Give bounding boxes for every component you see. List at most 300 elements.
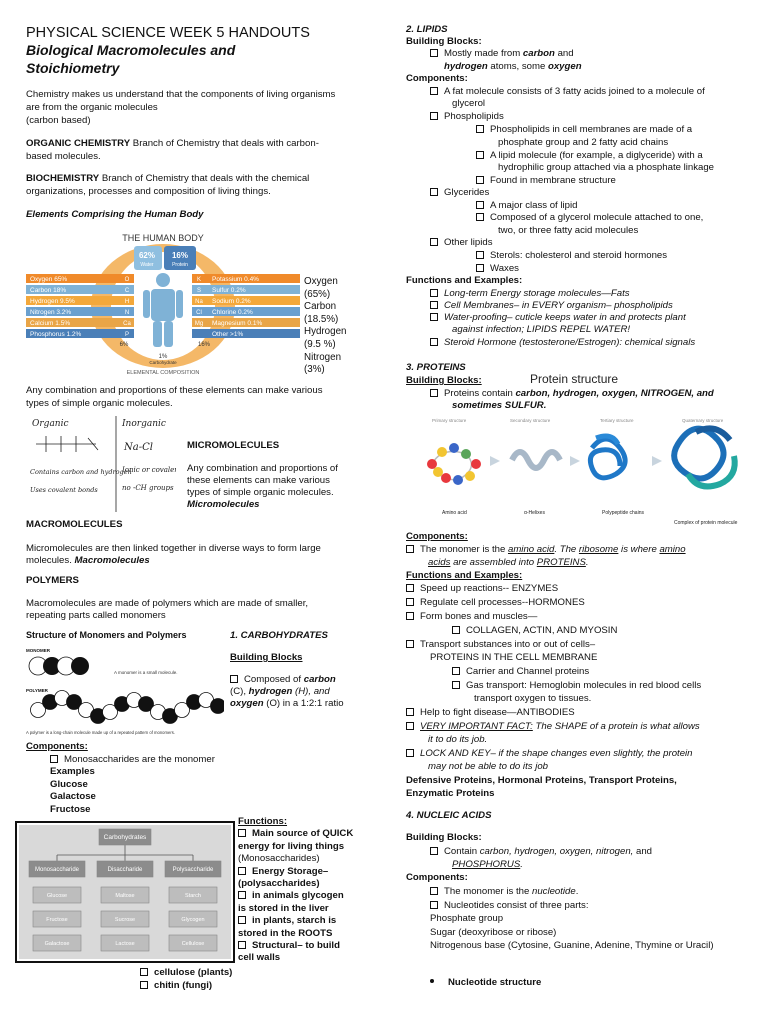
other-lipid-item <box>476 250 667 262</box>
water-pct: 62% <box>138 251 156 260</box>
proteins-heading: 3. PROTEINS <box>406 362 466 373</box>
protein-lock-and-key-cont: may not be able to do its job <box>428 761 548 772</box>
intro-line-3: (carbon based) <box>26 115 91 126</box>
element-list-item: (9.5 %) <box>304 338 336 350</box>
sketch-contains-label: Contains carbon and hydrogen <box>30 468 132 476</box>
checkbox-icon <box>430 887 438 895</box>
protein-component-text: . <box>585 557 589 568</box>
function-line <box>238 940 368 952</box>
glyceride-text: Composed of a glycerol molecule attached to one, <box>490 212 704 223</box>
function-line: stored in the ROOTS <box>238 927 333 939</box>
organic-chemistry-text-2: based molecules. <box>26 151 101 162</box>
lipid-function-item <box>430 312 686 324</box>
organic-chemistry-text: Branch of Chemistry that deals with carbon- <box>130 138 319 149</box>
checkbox-icon <box>230 675 238 683</box>
carb-building-blocks-heading: Building Blocks <box>230 652 303 663</box>
protein-function-item <box>406 611 537 623</box>
checkbox-icon <box>406 708 414 716</box>
checkbox-icon <box>238 891 246 899</box>
protein-pct: 16% <box>171 251 189 260</box>
function-line: (polysaccharides) <box>238 878 320 890</box>
element-list-item: Carbon <box>304 301 337 313</box>
protein-component-term: acids <box>428 557 451 568</box>
amino-acid-bead <box>449 443 459 453</box>
complex-caption: Complex of protein molecule <box>674 520 738 526</box>
carb-text: (O) in a 1:2:1 ratio <box>263 698 344 709</box>
carb-building-block-line-3 <box>230 698 344 710</box>
monomer-label: MONOMER <box>26 648 50 653</box>
protein-function-text: Help to fight disease—ANTIBODIES <box>420 707 575 718</box>
checkbox-icon <box>430 188 438 196</box>
primary-structure-label: Primary structure <box>432 418 467 423</box>
organic-chemistry-term: ORGANIC CHEMISTRY <box>26 138 131 149</box>
protein-lock-and-key <box>406 748 693 760</box>
sketch-inorganic-label: Inorganic <box>122 419 166 429</box>
protein-label: Protein <box>172 262 188 268</box>
nucleic-text: Contain <box>444 846 480 857</box>
glyceride-item <box>476 200 577 212</box>
element-symbol: H <box>124 299 130 305</box>
carbohydrates-heading: 1. CARBOHYDRATES <box>230 630 328 641</box>
example-item: Glucose <box>50 778 88 790</box>
mineral-pct: 6% <box>119 342 129 348</box>
checkbox-icon <box>430 313 438 321</box>
amino-acid-bead <box>471 459 481 469</box>
biochemistry-term: BIOCHEMISTRY <box>26 173 100 184</box>
protein-text: Proteins contain <box>444 388 516 399</box>
lipid-function-text: Cell Membranes– in EVERY organism– phospholipids <box>444 300 673 311</box>
nucleic-component-text: . <box>575 886 579 897</box>
phospholipid-text: Phospholipids in cell membranes are made of a <box>490 124 693 135</box>
monomer-figure-title: Structure of Monomers and Polymers <box>26 630 187 640</box>
example-item: Fructose <box>50 803 91 815</box>
lipid-function-item-cont: against infection; LIPIDS REPEL WATER! <box>452 324 631 335</box>
monomer-caption: A monomer is a small molecule. <box>114 670 178 675</box>
checkbox-icon <box>430 901 438 909</box>
element-row-label: Phosphorus 1.2% <box>30 331 82 338</box>
lipids-building-block-line-2 <box>444 61 582 73</box>
element-symbol: C <box>124 288 130 294</box>
checkbox-icon <box>406 584 414 592</box>
protein-function-text: Regulate cell processes--HORMONES <box>420 597 585 608</box>
checkbox-icon <box>476 251 484 259</box>
protein-function-subitem-cont: transport oxygen to tissues. <box>474 693 592 704</box>
other-lipid-item <box>476 263 519 275</box>
protein-function-text: COLLAGEN, ACTIN, AND MYOSIN <box>466 625 618 636</box>
chitin-text: chitin (fungi) <box>154 980 213 991</box>
element-symbol: O <box>124 277 130 283</box>
sketch-nacl-label: Na-Cl <box>124 442 153 453</box>
nucleic-component-text: The monomer is the <box>444 886 532 897</box>
nucleic-component-text: Nucleotides consist of three parts: <box>444 900 589 911</box>
lipid-term: hydrogen <box>444 61 488 72</box>
lipid-component-text: Phospholipids <box>444 111 504 122</box>
page-title: PHYSICAL SCIENCE WEEK 5 HANDOUTS <box>26 25 310 41</box>
carb-building-block-line-2 <box>230 686 330 698</box>
lipid-function-item <box>430 337 695 349</box>
carb-term-oxygen: oxygen <box>230 698 264 709</box>
lipid-function-item <box>430 288 630 300</box>
lipid-component-phospholipids <box>430 111 504 123</box>
macro-line-2-text: molecules. <box>26 555 75 566</box>
carb-component-item <box>50 754 215 766</box>
intro-line-1: Chemistry makes us understand that the components of living organisms <box>26 89 336 100</box>
element-row-label: Oxygen 65% <box>30 276 68 283</box>
micromolecules-heading: MICROMOLECULES <box>187 440 280 451</box>
nucleic-component-item <box>430 886 578 898</box>
carb-text: (C), <box>230 686 249 697</box>
amino-acid-bead <box>461 449 471 459</box>
carbohydrate-tree-diagram <box>15 821 235 963</box>
protein-function-item <box>406 597 585 609</box>
element-list-item: (65%) <box>304 288 331 300</box>
protein-component-line-1 <box>406 544 686 556</box>
checkbox-icon <box>452 681 460 689</box>
element-row-label: Chlorine 0.2% <box>212 309 253 316</box>
element-row-label: Sodium 0.2% <box>212 298 251 305</box>
protein-figure-title: Protein structure <box>530 372 619 386</box>
lipid-text: Mostly made from <box>444 48 523 59</box>
protein-component-term: ribosome <box>578 544 619 555</box>
phospholipid-item <box>476 150 703 162</box>
checkbox-icon <box>430 301 438 309</box>
protein-lock-key-text: LOCK AND KEY– if the shape changes even slightly, the protein <box>420 748 693 759</box>
polymers-heading: POLYMERS <box>26 575 79 586</box>
function-line: cell walls <box>238 952 281 964</box>
protein-building-block-cont: sometimes SULFUR. <box>452 400 547 411</box>
protein-component-text: is where <box>618 544 660 555</box>
checkbox-icon <box>476 201 484 209</box>
checkbox-icon <box>50 755 58 763</box>
amino-acid-bead <box>441 473 451 483</box>
checkbox-icon <box>430 289 438 297</box>
alpha-helix-caption: α-Helixes <box>524 510 545 516</box>
element-row-label: Carbon 18% <box>30 287 67 294</box>
element-list-item: Hydrogen <box>304 326 347 338</box>
fat-pct: 16% <box>197 342 211 348</box>
biochemistry-definition <box>26 173 309 185</box>
nucleic-acids-heading: 4. NUCLEIC ACIDS <box>406 810 492 821</box>
checkbox-icon <box>406 640 414 648</box>
tree-leaf-label: Lactose <box>115 940 135 947</box>
tree-leaf-label: Glycogen <box>181 916 205 923</box>
tree-root-label: Carbohydrates <box>103 834 147 842</box>
carb-term-hydrogen: hydrogen <box>248 686 293 697</box>
element-symbol: S <box>196 288 202 294</box>
function-line <box>238 915 368 927</box>
protein-function-text: Carrier and Channel proteins <box>466 666 590 677</box>
amino-acid-bead <box>437 447 447 457</box>
organic-inorganic-sketch <box>26 414 176 516</box>
tree-leaf-label: Glucose <box>46 892 68 899</box>
protein-fact-text: The SHAPE of a protein is what allows <box>532 721 700 732</box>
element-row-right <box>192 329 300 338</box>
lipid-function-text: Long-term Energy storage molecules—Fats <box>444 288 630 299</box>
carb-components-heading: Components: <box>26 741 88 752</box>
tree-leaf-label: Maltose <box>115 892 135 899</box>
checkbox-icon <box>430 238 438 246</box>
carbon-skeleton-icon <box>36 436 98 452</box>
tree-branch-label: Disaccharide <box>107 867 143 873</box>
lipids-building-block-line-1 <box>430 48 574 60</box>
protein-function-item <box>406 639 595 651</box>
bullet-icon <box>430 979 434 983</box>
phospholipid-text: Found in membrane structure <box>490 175 616 186</box>
function-line <box>238 828 368 840</box>
body-chart-title: THE HUMAN BODY <box>122 233 204 243</box>
lipid-text: and <box>554 48 574 59</box>
polymer-label: POLYMER <box>26 688 48 693</box>
quaternary-structure-label: Quaternary structure <box>682 418 724 423</box>
protein-component-text: are assembled into <box>450 557 537 568</box>
carb-text: Composed of <box>244 674 304 685</box>
nucleic-term: PHOSPHORUS <box>452 859 521 870</box>
protein-component-text: . The <box>554 544 579 555</box>
checkbox-icon <box>406 545 414 553</box>
function-line: is stored in the liver <box>238 902 329 914</box>
nucleic-term: carbon, hydrogen, oxygen, nitrogen, <box>479 846 634 857</box>
checkbox-icon <box>430 338 438 346</box>
protein-types-line-1: Defensive Proteins, Hormonal Proteins, Transport Proteins, <box>406 775 677 786</box>
micro-line-3: types of simple organic molecules. <box>187 487 334 498</box>
protein-types-line-2: Enzymatic Proteins <box>406 788 495 799</box>
carb-functions-heading: Functions: <box>238 816 288 827</box>
protein-function-text: Transport substances into or out of cells– <box>420 639 596 650</box>
elements-heading: Elements Comprising the Human Body <box>26 209 204 220</box>
human-body-infographic <box>26 224 300 380</box>
page-subtitle-line-2: Stoichiometry <box>26 60 120 76</box>
tree-leaf-label: Galactose <box>44 940 70 947</box>
checkbox-icon <box>476 176 484 184</box>
protein-component-term: PROTEINS <box>536 557 586 568</box>
lipid-text: atoms, some <box>487 61 548 72</box>
function-line: (Monosaccharides) <box>238 853 320 865</box>
phospholipid-item-cont: phosphate group and 2 fatty acid chains <box>498 137 669 148</box>
protein-important-fact <box>406 721 700 733</box>
element-symbol: Ca <box>123 321 131 327</box>
cellulose-text: cellulose (plants) <box>154 967 233 978</box>
nucleotide-part: Phosphate group <box>430 913 504 924</box>
lipid-component-text: Glycerides <box>444 187 490 198</box>
checkbox-icon <box>406 749 414 757</box>
carb-text: (H), and <box>292 686 330 697</box>
checkbox-icon <box>406 598 414 606</box>
micro-line-1: Any combination and proportions of <box>187 463 338 474</box>
tree-leaf-label: Starch <box>185 892 201 899</box>
proteins-functions-heading: Functions and Examples: <box>406 570 523 581</box>
glyceride-item-cont: two, or three fatty acid molecules <box>498 225 639 236</box>
protein-important-fact-cont: it to do its job. <box>428 734 488 745</box>
checkbox-icon <box>452 626 460 634</box>
function-line <box>238 866 368 878</box>
protein-function-text: Gas transport: Hemoglobin molecules in red blood cells <box>466 680 702 691</box>
element-symbol: N <box>124 310 130 316</box>
lipid-term: oxygen <box>547 61 582 72</box>
checkbox-icon <box>238 941 246 949</box>
tree-branch-label: Polysaccharide <box>172 867 214 873</box>
checkbox-icon <box>238 916 246 924</box>
tree-leaf-label: Sucrose <box>114 916 136 923</box>
carb-building-block-line-1 <box>230 674 336 686</box>
element-list-item: Nitrogen <box>304 351 342 363</box>
nucleic-component-term: nucleotide <box>531 886 576 897</box>
proteins-building-blocks-heading: Building Blocks: <box>406 375 482 386</box>
macro-line-1: Micromolecules are then linked together in diverse ways to form large <box>26 543 321 554</box>
secondary-structure-label: Secondary structure <box>510 418 551 423</box>
amino-acid-bead <box>427 459 437 469</box>
checkbox-icon <box>452 667 460 675</box>
checkbox-icon <box>430 87 438 95</box>
lipid-component-fat <box>430 86 705 98</box>
lipid-component-fat-2: glycerol <box>452 98 486 109</box>
protein-term: carbon, hydrogen, oxygen, NITROGEN, and <box>515 388 714 399</box>
function-text: Main source of QUICK <box>252 828 354 840</box>
checkbox-icon <box>238 867 246 875</box>
tree-leaf-label: Cellulose <box>181 940 205 947</box>
carbohydrate-tree-figure <box>15 821 235 963</box>
lipids-heading: 2. LIPIDS <box>406 24 448 35</box>
lipids-building-blocks-heading: Building Blocks: <box>406 36 482 47</box>
element-symbol: Mg <box>194 321 204 327</box>
monomer-chain-icon <box>29 657 89 675</box>
element-list <box>304 276 346 377</box>
combination-line-1: Any combination and proportions of these elements can make various <box>26 385 323 396</box>
phospholipid-item <box>476 175 616 187</box>
sketch-uses-label: Uses covalent bonds <box>30 486 98 494</box>
tree-leaf-label: Fructose <box>46 916 68 923</box>
function-text: Energy Storage– <box>252 865 329 877</box>
protein-component-line-2 <box>428 557 589 569</box>
protein-component-text: The monomer is the <box>420 544 508 555</box>
protein-function-subitem <box>452 625 617 637</box>
element-row-label: Magnesium 0.1% <box>212 320 263 327</box>
nucleotide-structure-bullet <box>430 977 541 989</box>
nucleic-text: . <box>520 859 523 870</box>
amino-acid-bead <box>465 471 475 481</box>
element-symbol: P <box>124 332 130 338</box>
nucleotide-part: Sugar (deoxyribose or ribose) <box>430 927 557 938</box>
macro-line-2 <box>26 555 150 567</box>
combination-line-2: types of simple organic molecules. <box>26 398 173 409</box>
element-list-item: (3%) <box>304 364 325 376</box>
nucleotide-part: Nitrogenous base (Cytosine, Guanine, Adenine, Thymine or Uracil) <box>430 940 714 951</box>
protein-function-item-cont: PROTEINS IN THE CELL MEMBRANE <box>430 652 598 663</box>
lipid-component-other <box>430 237 493 249</box>
lipid-component-glycerides <box>430 187 489 199</box>
protein-structure-diagram <box>420 368 750 544</box>
protein-function-item <box>406 583 558 595</box>
carb-functions <box>238 816 368 965</box>
other-lipid-text: Waxes <box>490 263 519 274</box>
carb-pct: 1% <box>158 354 168 360</box>
polymer-caption: A polymer is a long-chain molecule made up of a repeated pattern of monomers. <box>26 730 175 735</box>
other-lipid-text: Sterols: cholesterol and steroid hormones <box>490 250 668 261</box>
sketch-noch-label: no -CH groups <box>122 484 174 492</box>
nucleic-building-blocks-heading: Building Blocks: <box>406 832 482 843</box>
lipids-functions-heading: Functions and Examples: <box>406 275 523 286</box>
protein-component-term: amino <box>659 544 686 555</box>
element-symbol: Na <box>195 299 203 305</box>
function-line <box>238 890 368 902</box>
proteins-components-heading: Components: <box>406 531 468 542</box>
element-row-label: Other >1% <box>212 331 244 338</box>
amino-acid-bead <box>453 475 463 485</box>
lipid-term: carbon <box>522 48 555 59</box>
organic-chemistry-definition <box>26 138 319 150</box>
lipids-components-heading: Components: <box>406 73 468 84</box>
examples-label: Examples <box>50 766 95 777</box>
function-line: energy for living things <box>238 840 345 852</box>
element-symbol: Cl <box>196 310 202 316</box>
biochemistry-text-2: organizations, processes and composition of living things. <box>26 186 271 197</box>
water-label: Water <box>140 262 154 268</box>
checkbox-icon <box>238 829 246 837</box>
checkbox-icon <box>140 981 148 989</box>
human-body-chart <box>26 224 300 380</box>
body-chart-footer: ELEMENTAL COMPOSITION <box>126 370 200 376</box>
micro-line-4: Micromolecules <box>187 499 260 510</box>
polymer-chain-icon <box>31 691 225 724</box>
protein-function-item <box>406 707 575 719</box>
sketch-organic-label: Organic <box>32 419 69 429</box>
monomer-polymer-figure <box>26 628 224 738</box>
glyceride-item <box>476 212 703 224</box>
function-text: in animals glycogen <box>252 890 344 902</box>
handwritten-sketch <box>26 414 176 516</box>
element-row-label: Sulfur 0.2% <box>212 287 246 294</box>
element-row-label: Calcium 1.5% <box>30 320 71 327</box>
tertiary-structure-label: Tertiary structure <box>600 418 634 423</box>
checkbox-icon <box>430 49 438 57</box>
checkbox-icon <box>476 213 484 221</box>
polymers-line-1: Macromolecules are made of polymers which are made of smaller, <box>26 598 309 609</box>
protein-structure-figure <box>420 368 750 544</box>
biochemistry-text: Branch of Chemistry that deals with the chemical <box>99 173 310 184</box>
polypeptide-caption: Polypeptide chains <box>602 510 644 516</box>
amino-acid-caption: Amino acid <box>442 510 467 516</box>
lipid-component-text: Other lipids <box>444 237 493 248</box>
protein-fact-label: VERY IMPORTANT FACT: <box>420 721 533 732</box>
chitin-item <box>140 980 212 992</box>
checkbox-icon <box>476 264 484 272</box>
element-row-right <box>192 285 300 294</box>
nucleic-building-block <box>430 846 652 858</box>
lipid-function-text: Water-proofing– cuticle keeps water in and protects plant <box>444 312 686 323</box>
checkbox-icon <box>406 612 414 620</box>
phospholipid-item <box>476 124 692 136</box>
nucleic-text: and <box>633 846 653 857</box>
function-text: in plants, starch is <box>252 915 337 927</box>
protein-function-text: Form bones and muscles— <box>420 611 538 622</box>
checkbox-icon <box>406 722 414 730</box>
checkbox-icon <box>430 112 438 120</box>
protein-function-subitem <box>452 680 701 692</box>
nucleic-components-heading: Components: <box>406 872 468 883</box>
checkbox-icon <box>476 151 484 159</box>
nucleotide-structure-text: Nucleotide structure <box>448 977 542 988</box>
protein-function-subitem <box>452 666 589 678</box>
macromolecules-heading: MACROMOLECULES <box>26 519 123 530</box>
element-row-label: Nitrogen 3.2% <box>30 309 72 316</box>
phospholipid-item-cont: hydrophilic group attached via a phosphate linkage <box>498 162 715 173</box>
element-list-item: (18.5%) <box>304 313 339 325</box>
carb-term-carbon: carbon <box>303 674 336 685</box>
protein-component-term: amino acid <box>507 544 555 555</box>
element-row-label: Potassium 0.4% <box>212 276 259 283</box>
polymer-bead <box>211 699 225 714</box>
element-list-item: Oxygen <box>304 276 338 287</box>
glyceride-text: A major class of lipid <box>490 200 578 211</box>
